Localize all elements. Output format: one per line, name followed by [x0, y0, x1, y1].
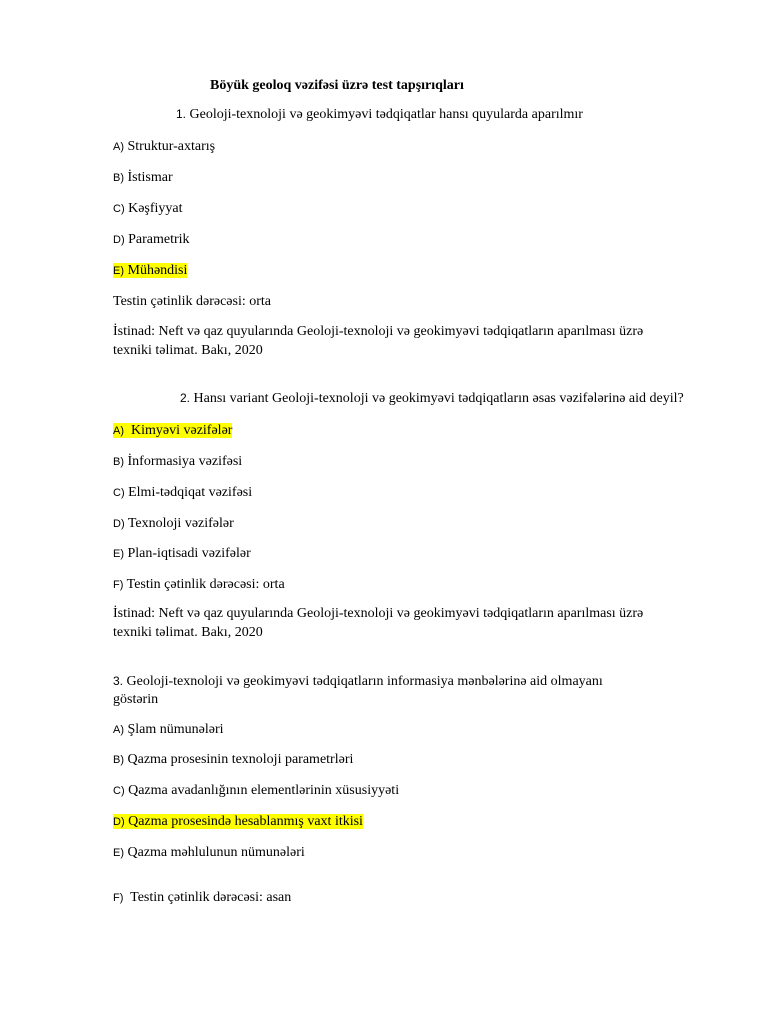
- q1-difficulty: Testin çətinlik dərəcəsi: orta: [113, 294, 272, 309]
- q1-option-d-letter: D): [113, 234, 125, 246]
- q2-option-d-letter: D): [113, 518, 125, 530]
- q1-option-c-text: Kəşfiyyat: [128, 201, 183, 216]
- q2-option-f: [113, 576, 285, 594]
- q3-option-e-letter: E): [113, 847, 124, 859]
- question-2-text: Hansı variant Geoloji-texnoloji və geokimyəvi tədqiqatların əsas vəzifələrinə aid deyil?: [193, 391, 684, 406]
- q3-option-b-letter: B): [113, 754, 124, 766]
- q1-option-d: [113, 231, 190, 249]
- question-3-heading: [113, 673, 603, 690]
- q3-option-e: [113, 844, 305, 862]
- q1-option-b-letter: B): [113, 172, 124, 184]
- question-1-text: Geoloji-texnoloji və geokimyəvi tədqiqatlar hansı quyularda aparılmır: [189, 107, 583, 122]
- q3-option-f-text: Testin çətinlik dərəcəsi: asan: [130, 890, 292, 905]
- q2-option-a-highlight: [113, 423, 232, 438]
- q1-option-d-text: Parametrik: [128, 232, 190, 247]
- q2-option-f-text: Testin çətinlik dərəcəsi: orta: [126, 577, 285, 592]
- q3-option-c-letter: C): [113, 785, 125, 797]
- q2-option-c-text: Elmi-tədqiqat vəzifəsi: [128, 485, 253, 500]
- q1-option-e-text: Mühəndisi: [127, 263, 188, 278]
- q2-option-b-text: İnformasiya vəzifəsi: [127, 454, 243, 469]
- q2-option-b: [113, 453, 242, 471]
- q2-option-a-text: Kimyəvi vəzifələr: [131, 423, 233, 438]
- q1-reference-line-2: texniki təlimat. Bakı, 2020: [113, 343, 263, 358]
- q1-option-a: [113, 138, 215, 156]
- q2-option-a-letter: A): [113, 425, 124, 437]
- q3-option-a-text: Şlam nümunələri: [127, 722, 224, 737]
- q3-option-d-text: Qazma prosesində hesablanmış vaxt itkisi: [128, 814, 363, 829]
- q3-option-c: [113, 782, 399, 800]
- q1-option-e-letter: E): [113, 265, 124, 277]
- q2-option-e-text: Plan-iqtisadi vəzifələr: [127, 546, 251, 561]
- question-1-number: 1.: [176, 107, 187, 121]
- q1-option-c: [113, 200, 183, 218]
- q2-reference-line-2: texniki təlimat. Bakı, 2020: [113, 625, 263, 640]
- question-3-text-line-1: Geoloji-texnoloji və geokimyəvi tədqiqatların informasiya mənbələrinə aid olmayanı: [126, 674, 603, 689]
- question-3-text-line-2: göstərin: [113, 692, 159, 707]
- q3-option-c-text: Qazma avadanlığının elementlərinin xüsusiyyəti: [128, 783, 400, 798]
- q2-option-c: [113, 484, 252, 502]
- question-1-heading: [176, 106, 583, 123]
- question-2-heading: [180, 390, 684, 407]
- q1-option-c-letter: C): [113, 203, 125, 215]
- q3-option-b-text: Qazma prosesinin texnoloji parametrləri: [127, 752, 354, 767]
- q2-option-a: [113, 422, 232, 440]
- q1-option-b: [113, 169, 173, 187]
- q2-option-e: [113, 545, 251, 563]
- q3-option-d-letter: D): [113, 816, 125, 828]
- q3-option-d-highlight: [113, 814, 363, 829]
- q2-option-e-letter: E): [113, 548, 124, 560]
- question-2-number: 2.: [180, 391, 191, 405]
- q3-option-b: [113, 751, 353, 769]
- q1-option-a-text: Struktur-axtarış: [127, 139, 216, 154]
- q3-option-d: [113, 813, 363, 831]
- q1-option-e: [113, 262, 187, 280]
- q3-option-f: [113, 889, 291, 907]
- q3-option-e-text: Qazma məhlulunun nümunələri: [127, 845, 305, 860]
- q2-option-b-letter: B): [113, 456, 124, 468]
- document-title: Böyük geoloq vəzifəsi üzrə test tapşırıqları: [210, 78, 464, 93]
- q1-option-b-text: İstismar: [127, 170, 173, 185]
- q1-reference-line-1: İstinad: Neft və qaz quyularında Geoloji-texnoloji və geokimyəvi tədqiqatların aparılması üzrə: [113, 324, 644, 339]
- q2-option-d-text: Texnoloji vəzifələr: [127, 516, 234, 531]
- q2-option-c-letter: C): [113, 487, 125, 499]
- q3-option-a-letter: A): [113, 724, 124, 736]
- q3-option-a: [113, 721, 224, 739]
- q1-option-e-highlight: [113, 263, 187, 278]
- q3-option-f-letter: F): [113, 892, 124, 904]
- q2-option-f-letter: F): [113, 579, 124, 591]
- q1-option-a-letter: A): [113, 141, 124, 153]
- q2-reference-line-1: İstinad: Neft və qaz quyularında Geoloji-texnoloji və geokimyəvi tədqiqatların aparılması üzrə: [113, 606, 644, 621]
- q2-option-d: [113, 515, 234, 533]
- question-3-number: 3.: [113, 674, 124, 688]
